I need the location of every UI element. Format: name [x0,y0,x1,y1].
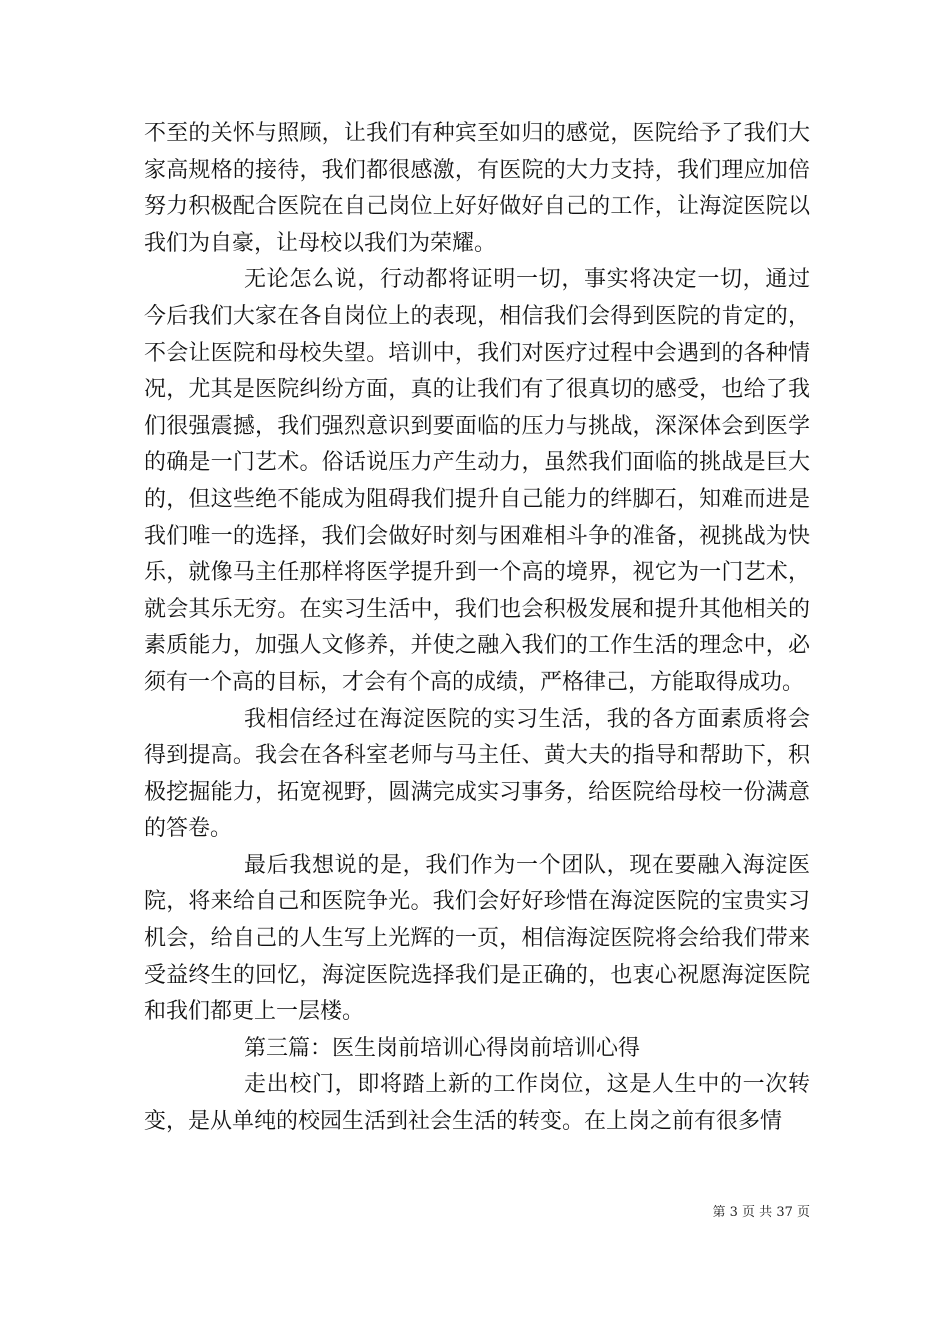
paragraph-continuation: 不至的关怀与照顾，让我们有种宾至如归的感觉，医院给予了我们大家高规格的接待，我们都很感激，有医院的大力支持，我们理应加倍努力积极配合医院在自己岗位上好好做好自己的工作，让海淀医院以我们为自豪，让母校以我们为荣耀。 [144,121,810,256]
paragraph-action-proves: 无论怎么说，行动都将证明一切，事实将决定一切，通过今后我们大家在各自岗位上的表现，相信我们会得到医院的肯定的，不会让医院和母校失望。培训中，我们对医疗过程中会遇到的各种情况，尤其是医院纠纷方面，真的让我们有了很真切的感受，也给了我们很强震撼，我们强烈意识到要面临的压力与挑战，深深体会到医学的确是一门艺术。俗话说压力产生动力，虽然我们面临的挑战是巨大的，但这些绝不能成为阻碍我们提升自己能力的绊脚石，知难而进是我们唯一的选择，我们会做好时刻与困难相斗争的准备，视挑战为快乐，就像马主任那样将医学提升到一个高的境界，视它为一门艺术，就会其乐无穷。在实习生活中，我们也会积极发展和提升其他相关的素质能力，加强人文修养，并使之融入我们的工作生活的理念中，必须有一个高的目标，才会有个高的成绩，严格律己，方能取得成功。 [144,267,810,695]
paragraph-belief: 我相信经过在海淀医院的实习生活，我的各方面素质将会得到提高。我会在各科室老师与马主任、黄大夫的指导和帮助下，积极挖掘能力，拓宽视野，圆满完成实习事务，给医院给母校一份满意的答卷。 [144,706,810,842]
page-number-footer: 第 3 页 共 37 页 [712,1205,810,1220]
paragraph-new-section: 走出校门，即将踏上新的工作岗位，这是人生中的一次转变，是从单纯的校园生活到社会生活的转变。在上岗之前有很多情 [144,1072,810,1135]
section-heading: 第三篇：医生岗前培训心得岗前培训心得 [244,1035,641,1061]
document-body [144,116,810,1141]
paragraph-closing: 最后我想说的是，我们作为一个团队，现在要融入海淀医院，将来给自己和医院争光。我们会好好珍惜在海淀医院的宝贵实习机会，给自己的人生写上光辉的一页，相信海淀医院将会给我们带来受益终生的回忆，海淀医院选择我们是正确的，也衷心祝愿海淀医院和我们都更上一层楼。 [144,852,810,1025]
